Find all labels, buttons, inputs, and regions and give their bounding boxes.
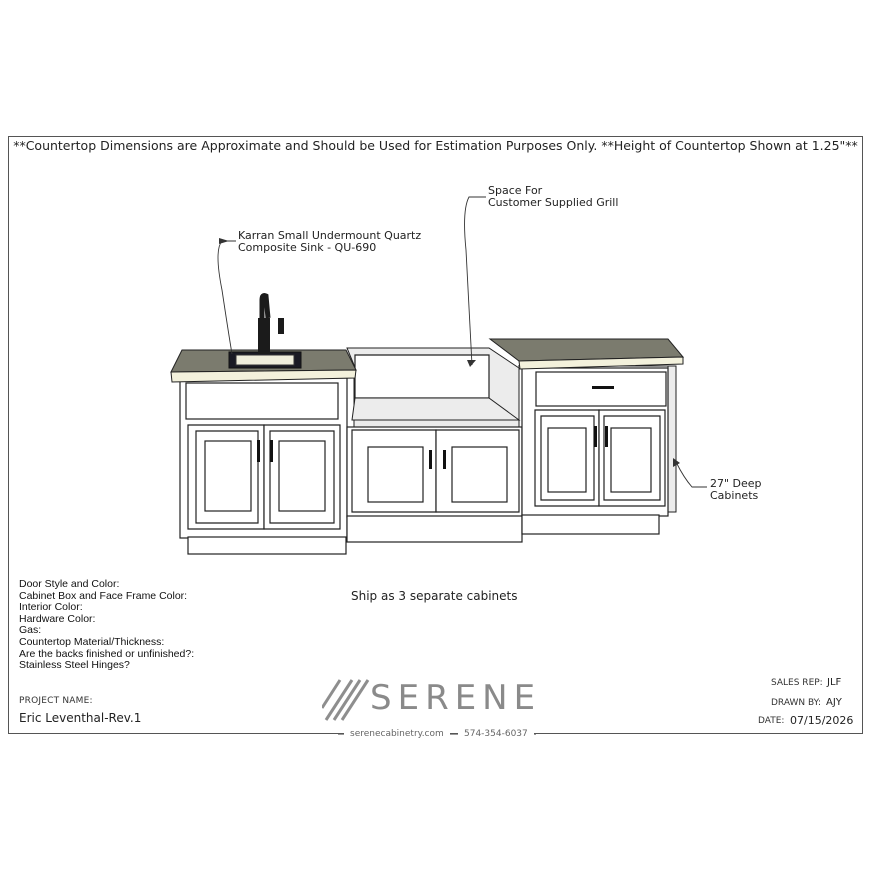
drawn-by-label: DRAWN BY: bbox=[771, 698, 821, 708]
spec-line: Countertop Material/Thickness: bbox=[19, 635, 165, 648]
spec-line: Stainless Steel Hinges? bbox=[19, 659, 130, 672]
left-sink-cabinet bbox=[180, 378, 347, 554]
countertop-disclaimer: **Countertop Dimensions are Approximate and Should be Used for Estimation Purposes Only. **Height of Countertop Shown at 1.25"** bbox=[13, 138, 858, 153]
website-link[interactable]: serenecabinetry.com bbox=[344, 729, 450, 739]
spec-list bbox=[19, 579, 194, 672]
grill-callout: Space For Customer Supplied Grill bbox=[488, 184, 619, 209]
depth-leader bbox=[676, 462, 707, 487]
project-name-label: PROJECT NAME: bbox=[19, 696, 93, 706]
date-label: DATE: bbox=[758, 716, 785, 726]
undermount-sink bbox=[229, 296, 301, 369]
right-drawer-cabinet bbox=[518, 366, 676, 534]
sales-rep-value: JLF bbox=[827, 677, 842, 688]
depth-callout: 27" Deep Cabinets bbox=[710, 477, 762, 502]
spec-line: Hardware Color: bbox=[19, 612, 96, 625]
project-name: Eric Leventhal-Rev.1 bbox=[19, 711, 142, 725]
brand-wordmark: SERENE bbox=[370, 678, 542, 718]
middle-grill-cabinet bbox=[347, 348, 522, 542]
spec-line: Interior Color: bbox=[19, 601, 83, 614]
serene-logo-icon bbox=[322, 676, 372, 722]
ship-note: Ship as 3 separate cabinets bbox=[351, 589, 518, 603]
sink-leader bbox=[218, 241, 236, 354]
spec-line: Door Style and Color: bbox=[19, 578, 120, 590]
spec-line: Are the backs finished or unfinished?: bbox=[19, 647, 195, 660]
spec-line: Cabinet Box and Face Frame Color: bbox=[19, 589, 188, 602]
sink-callout: Karran Small Undermount Quartz Composite Sink - QU-690 bbox=[238, 229, 422, 254]
spec-line: Gas: bbox=[19, 624, 42, 637]
date-value: 07/15/2026 bbox=[790, 714, 854, 727]
phone-number: 574-354-6037 bbox=[458, 729, 534, 739]
drawn-by-value: AJY bbox=[826, 697, 842, 708]
grill-leader bbox=[465, 197, 486, 365]
sales-rep-label: SALES REP: bbox=[771, 678, 823, 688]
